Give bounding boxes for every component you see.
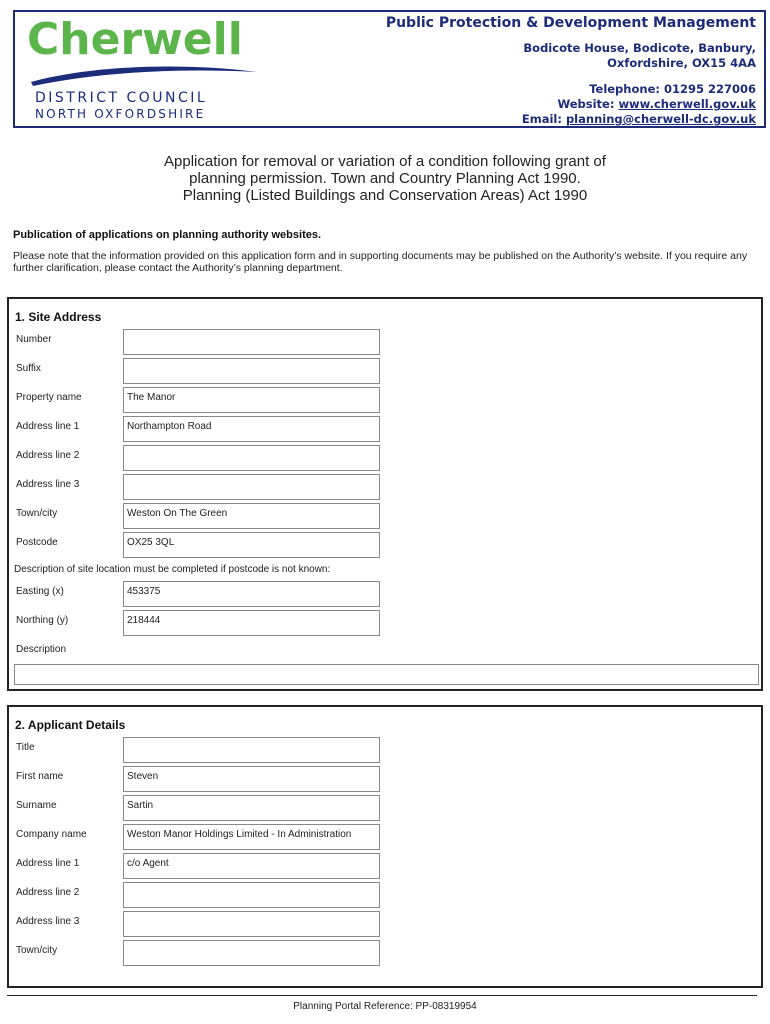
logo-north-oxfordshire: NORTH OXFORDSHIRE [35,107,206,121]
suffix-field[interactable] [123,358,380,384]
address-line-3-field[interactable] [123,474,380,500]
easting-field[interactable]: 453375 [123,581,380,607]
website-label: Website: [557,97,619,111]
field-label: Company name [16,829,87,840]
field-row-town-city [9,940,761,966]
applicant-details-section [7,705,763,988]
field-label: Suffix [16,363,41,374]
surname-field[interactable]: Sartin [123,795,380,821]
logo-swoosh-icon [29,58,259,88]
applicant-town-city-field[interactable] [123,940,380,966]
field-label: Address line 1 [16,858,80,869]
website-link[interactable]: www.cherwell.gov.uk [618,97,756,111]
field-row-property-name [9,387,761,413]
field-label: Address line 2 [16,887,80,898]
field-row-company-name [9,824,761,850]
logo-district-council: DISTRICT COUNCIL [35,90,208,106]
field-row-northing [9,610,761,636]
planning-portal-reference: Planning Portal Reference: PP-08319954 [293,1001,477,1012]
telephone: Telephone: 01295 227006 [589,82,756,96]
description-field[interactable] [14,664,759,685]
form-title-line-3: Planning (Listed Buildings and Conservation Areas) Act 1990 [182,187,588,204]
address-line-1: Bodicote House, Bodicote, Banbury, [523,41,756,55]
council-contact-block [386,14,756,127]
field-row-address-line-1 [9,416,761,442]
town-city-field[interactable]: Weston On The Green [123,503,380,529]
applicant-address-line-2-field[interactable] [123,882,380,908]
field-label: Address line 2 [16,450,80,461]
address-line-2-field[interactable] [123,445,380,471]
form-title-line-2: planning permission. Town and Country Planning Act 1990. [189,170,581,187]
field-row-easting [9,581,761,607]
letterhead [13,10,766,128]
field-row-suffix [9,358,761,384]
email-label: Email: [521,112,566,126]
field-label: Title [16,742,35,753]
email-link[interactable]: planning@cherwell-dc.gov.uk [565,112,756,126]
field-label: Postcode [16,537,58,548]
department-name: Public Protection & Development Management [385,15,756,31]
field-label: Northing (y) [16,615,69,626]
field-label: Address line 3 [16,916,80,927]
field-row-address-line-1 [9,853,761,879]
northing-field[interactable]: 218444 [123,610,380,636]
property-name-field[interactable]: The Manor [123,387,380,413]
applicant-address-line-3-field[interactable] [123,911,380,937]
form-title [0,153,770,204]
footer-divider [7,995,757,996]
first-name-field[interactable]: Steven [123,766,380,792]
field-label: Property name [16,392,82,403]
company-name-field[interactable]: Weston Manor Holdings Limited - In Administration [123,824,380,850]
address-line-2: Oxfordshire, OX15 4AA [607,56,756,70]
field-row-address-line-3 [9,911,761,937]
publication-heading: Publication of applications on planning authority websites. [13,229,322,241]
field-row-address-line-3 [9,474,761,500]
field-row-postcode [9,532,761,558]
field-label: Address line 3 [16,479,80,490]
field-row-surname [9,795,761,821]
section-title: 1. Site Address [15,310,102,324]
address-line-1-field[interactable]: Northampton Road [123,416,380,442]
form-title-line-1: Application for removal or variation of a condition following grant of [164,153,606,170]
field-label: First name [16,771,64,782]
section-title: 2. Applicant Details [15,718,126,732]
field-label: Easting (x) [16,586,64,597]
field-row-address-line-2 [9,445,761,471]
field-label: Town/city [16,945,58,956]
number-field[interactable] [123,329,380,355]
field-row-title [9,737,761,763]
field-label: Number [16,334,52,345]
applicant-address-line-1-field[interactable]: c/o Agent [123,853,380,879]
site-address-section [7,297,763,691]
publication-notice: Please note that the information provided on this application form and in supporting documents may be published on the Authority’s website. If you require any further clarification, please contact the Authority’s planning department. [13,250,748,274]
field-row-first-name [9,766,761,792]
postcode-field[interactable]: OX25 3QL [123,532,380,558]
location-note: Description of site location must be completed if postcode is not known: [14,564,331,575]
field-row-town-city [9,503,761,529]
field-label: Address line 1 [16,421,80,432]
field-row-number [9,329,761,355]
logo-wordmark: Cherwell [27,14,243,65]
field-label: Surname [16,800,57,811]
field-label: Town/city [16,508,58,519]
description-label: Description [16,644,67,655]
field-row-address-line-2 [9,882,761,908]
title-field[interactable] [123,737,380,763]
